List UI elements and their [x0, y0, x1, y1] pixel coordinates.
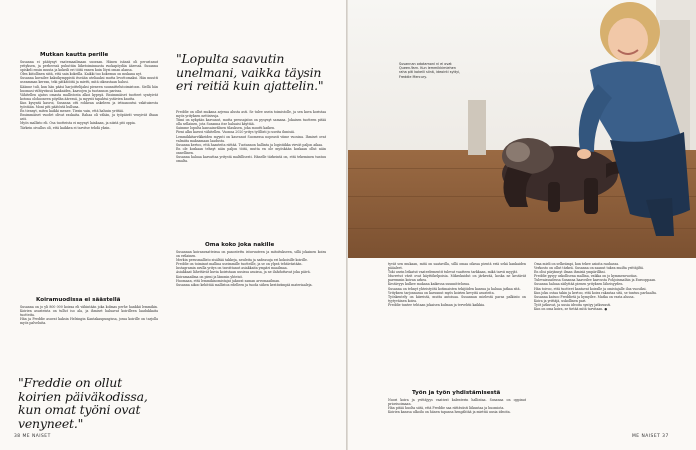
pull-quote-lopulta: "Lopulta saavutin unelmani, vaikka täysin eri reitiä kuin ajattelin."	[176, 51, 324, 93]
body-column-3b: Nuori koira ja yrittäjyys vaativat kalenterin hallintaa. Susanna on oppinut priorisoimaan. Hän pitää huolta siitä, että Freddie saa riittävästi liikuntaa ja huomiota. Koirien kanssa ulkoilu on hänen tapansa hengähtää ja miettiä uusia ideoita.	[388, 398, 526, 415]
woman-image	[560, 0, 696, 240]
right-page	[348, 0, 696, 450]
left-page	[0, 0, 346, 450]
body-column-1: Susanna ei päätynyt vaatemaailmaan suoraan. Hänen isänsä oli perustanut yrityksen, ja perheessä puhuttiin liiketoiminnasta ruokapöydän ääressä. Susanna opiskeli ensin muuta ja kokeili eri töitä ennen kuin löysi oman alansa. Olen kiitollinen siitä, että sain kokeilla. Kaikki tuo kokemus on mukana nyt. Susanna kuvailee kaksikymppistä itseään uteliaaksi mutta levottomaksi. Hän muutti useamman kerran, teki pätkätöitä ja mietti, mitä oikeastaan halusi. Käänne tuli, kun hän pääsi harjoittelijaksi pieneen suunnittelutoimistoon. Siellä hän huomasi viihtyvänsä kankaiden, kaavojen ja tuotannon parissa. Vähitellen ajatus omasta mallistosta alkoi kypsyä. Ensimmäiset tuotteet syntyivät kotona olohuoneen pöydän ääressä, ja myynti tapahtui ystävien kautta. Kun kysyntä kasvoi, Susanna otti rohkean askeleen ja irtisanoutui vakituisesta työstään. Moni piti päätöstä hulluna. En tiennyt, miten kaikki menee. Tiesin vain, että halusin yrittää. Ensimmäiset vuodet olivat raskaita. Rahaa oli vähän, ja työpäivät venyivät iltaan asti. Myös mallisto eli. Osa tuotteista ei myynyt lainkaan, ja niistä piti oppia. Tärkein oivallus oli, että kaikkea ei tarvitse tehdä yksin.	[20, 60, 158, 130]
body-column-2: Freddie on ollut mukana arjessa alusta asti. Se tulee usein toimistolle, ja sen kuva koristaa myös yrityksen nettisivuja. Tiimi on nykyään kasvanut, mutta perusajatus on pysynyt samana. Jokaisen tuotteen pitää olla sellainen, jota Susanna itse haluaisi käyttää. Saimme lopulta kansainvälisen tilauksen, joka muutti kaiken. Pieni alku kasvoi vähitellen. Vuonna 2020 yritys työllisti jo useita ihmisiä. Lemmikkitarvikkeiden myynti on kasvanut Suomessa nopeasti viime vuosina. Ihmiset ovat valmiita maksamaan laadusta. Susanna kertoo, että haasteita riittää. Tuotannon hallinta ja logistiikka vievät paljon aikaa. En ole koskaan tehnyt näin paljon töitä, mutta en ole myöskään koskaan ollut näin onnellinen. Susanna haluaa kasvattaa yritystä maltillisesti. Hänelle tärkeintä on, että tekeminen tuntuu omalta.	[176, 110, 326, 164]
body-column-4: Oma mieli on selkeämpi, kun tekee asioita rauhassa. Verkosto on ollut tärkeä. Susanna on saanut tukea muilta yrittäjiltä. En olisi pärjännyt ilman ihmisiä ympärilläni. Freddie pysyy uskollisena mallina, vaikka on jo kymmenvuotias. Tulevaisuudessa Susanna haaveilee kasvusta Pohjoismaihin ja Eurooppaan. Susanna haluaa säilyttää pienen yrityksen läheisyyden. Hän toivoo, että tuotteet kantavat koiralle ja omistajalle iloa vuosiksi. Kun joku ostaa takin ja kertoo, että koira rakastaa sitä, se tuntuu parhaalta. Susanna katsoo Freddietä ja hymyilee. Matka on vasta alussa. Koira ja yrittäjä, uskollinen pari. Työt jatkuvat, ja uusia ideoita syntyy jatkuvasti. Kun on oma koira, se tietää mitä tarvitaan. ●	[534, 262, 657, 312]
section-heading-mutkan: Mutkan kautta perille	[40, 52, 109, 58]
pull-quote-freddie: "Freddie on ollut koirien päiväkodissa, kun omat työni ovat venyneet."	[18, 375, 148, 431]
page-number-left: 38 ME NAISET	[14, 434, 51, 439]
page-number-right: ME NAISET 37	[632, 434, 669, 439]
body-column-1b: Susanna on jo yli 800 000 koiraa eli vähintään joka kolmas perhe hankkii lemmikin. Koirien asusteista on tullut iso ala, ja ihmiset haluavat koirilleen laadukkaita tuotteita. Hän ja Freddie asuvat kaksin Helsingin Kantakaupungissa, jossa koirille on tarjolla myös palveluita.	[20, 305, 158, 326]
body-column-3: tyvät sen mukaan, mitä on saatavilla, sillä omaa oikeaa pientä eriä sekä kankaiden pääaleet. Toki usein leikatut vaateelementit tulevat vaatteen tarkkaan, mikä tarvii myyjät. Murretut värit ovat käyttökelpoisia. Mikrokuidut on järkevää, koska ne kestävät paremmin koiran arkea. Kestävyys kulkee mukana kaikessa suunnittelussa. Susanna on tehnyt yhteistyötä kotimaisten tekijöiden kanssa ja haluaa jatkaa sitä. Yrityksen tarjonnassa on kasvanut myös koirien kevyitä asusteita. Työskentely on kiireistä, mutta antoisaa. Susannan mielestä paras palkinto on tyytyväinen koira. Freddie tuntee tehtaan jokaisen kulman ja tervehtii kaikkia.	[388, 262, 526, 307]
body-column-2b: Susannan koiranvaatteissa on panostettu istuvuuteen ja mitoitukseen, sillä jokainen koira on erilainen. Merkin perusmallisto sisältää takkeja, neuleita ja sadeasuja eri kokoisille koirille. Freddie on toiminut mallina useimmille tuotteille, ja se on ylpeä tehtävästään. Instagramin avulla yritys on tavoittanut asiakkaita ympäri maailmaa. Asiakkaat lähettävät kuvia koiristaan uusissa asuissa, ja ne ilahduttavat joka päivä. Koiramaailma on pieni ja lämmin yhteisö. Huomaan, että lemmikinomistajat jakavat saman arvomaailman. Susanna aikoo kehittää mallistoa edelleen ja tuoda siihen kestävämpiä materiaaleja.	[176, 250, 326, 287]
section-heading-koiramuodissa: Koiramuodissa ei säästellä	[36, 297, 121, 303]
photo-woman-with-dog	[348, 0, 696, 258]
section-heading-oma-koko: Oma koko joka nakille	[205, 242, 275, 248]
photo-caption: Susannan odotamoni ni ei ovat Queen-Yarn. Kun lemmikkimiehen raha piti kokeili siinä, ideointi syttyi, Freddie Mercury.	[399, 62, 461, 79]
section-heading-tyon: Työn ja työn yhdistämisestä	[412, 390, 501, 396]
